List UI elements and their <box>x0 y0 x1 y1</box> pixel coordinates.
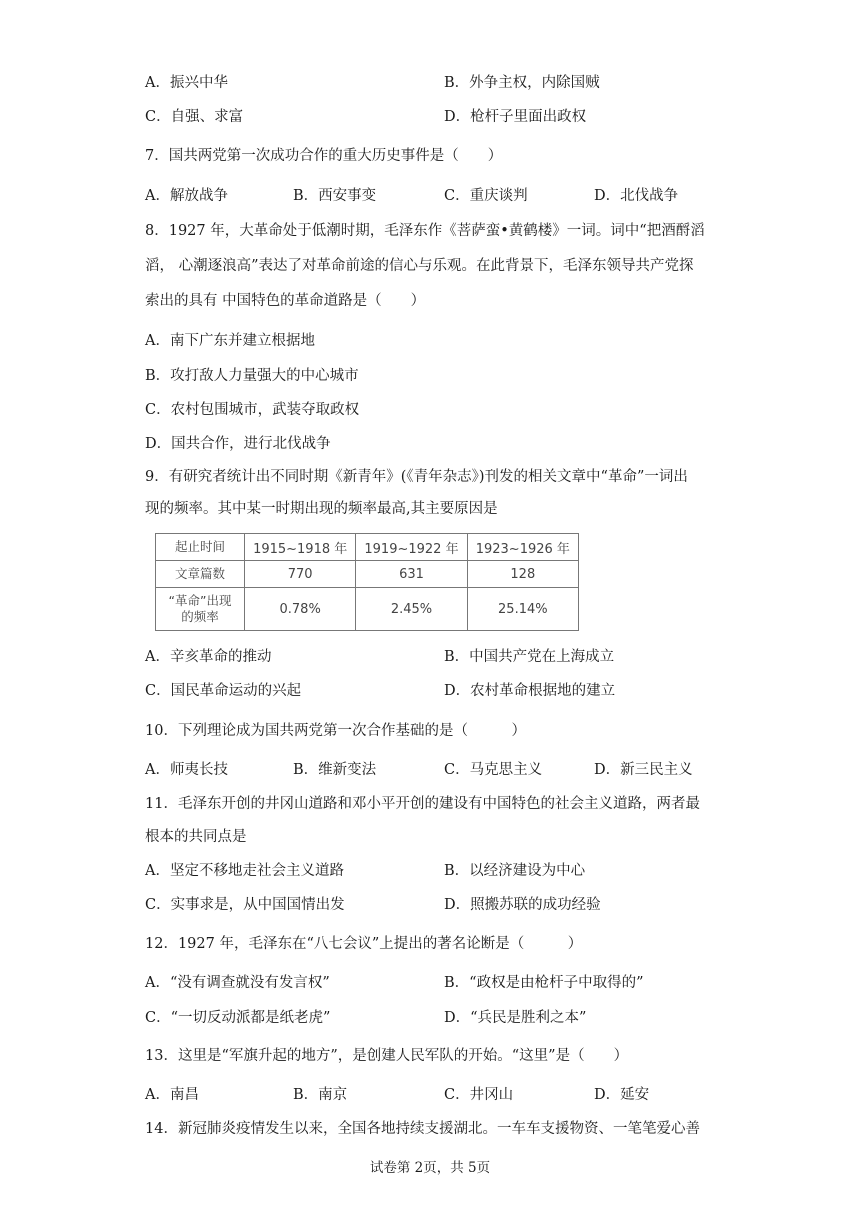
q11-stem-line-2: 根本的共同点是 <box>145 829 247 845</box>
table-row-label-line-2: 的频率 <box>181 609 219 624</box>
q10-option-a: A．师夷长技 <box>145 762 228 778</box>
table-row-label: 起止时间 <box>156 534 245 561</box>
table-cell-period: 1923~1926 年 <box>467 534 578 561</box>
table-cell-count: 770 <box>245 561 356 588</box>
q7-option-d: D．北伐战争 <box>594 188 679 204</box>
q8-option-d: D．国共合作，进行北伐战争 <box>145 436 331 452</box>
q10-stem: 10．下列理论成为国共两党第一次合作基础的是（ ） <box>145 723 526 739</box>
q7-option-a: A．解放战争 <box>145 188 228 204</box>
page-footer: 试卷第 2页，共 5页 <box>369 1160 491 1176</box>
q11-stem-line-1: 11．毛泽东开创的井冈山道路和邓小平开创的建设有中国特色的社会主义道路，两者最 <box>145 796 700 812</box>
q10-option-b: B．维新变法 <box>293 762 377 778</box>
table-row-label <box>156 588 245 631</box>
q12-option-c: C．“一切反动派都是纸老虎” <box>145 1010 331 1026</box>
q13-option-d: D．延安 <box>594 1087 650 1103</box>
q13-option-a: A．南昌 <box>145 1087 199 1103</box>
q9-option-b: B．中国共产党在上海成立 <box>444 649 615 665</box>
q14-stem-line-1: 14．新冠肺炎疫情发生以来，全国各地持续支援湖北。一车车支援物资、一笔笔爱心善 <box>145 1121 700 1137</box>
q6-option-c: C．自强、求富 <box>145 109 244 125</box>
q8-stem-line-1: 8．1927 年，大革命处于低潮时期，毛泽东作《菩萨蛮•黄鹤楼》一词。词中“把酒酹滔 <box>145 223 705 239</box>
table-cell-period: 1919~1922 年 <box>356 534 467 561</box>
q8-option-a: A．南下广东并建立根据地 <box>145 333 315 349</box>
q7-option-b: B．西安事变 <box>293 188 377 204</box>
q13-option-b: B．南京 <box>293 1087 348 1103</box>
q10-option-c: C．马克思主义 <box>444 762 543 778</box>
table-cell-frequency: 25.14% <box>467 588 578 631</box>
q13-option-c: C．井冈山 <box>444 1087 514 1103</box>
q6-option-d: D．枪杆子里面出政权 <box>444 109 587 125</box>
table-cell-period: 1915~1918 年 <box>245 534 356 561</box>
q7-option-c: C．重庆谈判 <box>444 188 528 204</box>
q6-option-b: B．外争主权，内除国贼 <box>444 75 600 91</box>
q8-option-b: B．攻打敌人力量强大的中心城市 <box>145 368 359 384</box>
table-cell-frequency: 0.78% <box>245 588 356 631</box>
q11-option-d: D．照搬苏联的成功经验 <box>444 897 601 913</box>
q9-option-d: D．农村革命根据地的建立 <box>444 683 616 699</box>
q11-option-c: C．实事求是，从中国国情出发 <box>145 897 345 913</box>
q9-option-a: A．辛亥革命的推动 <box>145 649 272 665</box>
q7-stem: 7．国共两党第一次成功合作的重大历史事件是（ ） <box>145 148 503 164</box>
frequency-table <box>155 533 579 631</box>
q12-option-d: D．“兵民是胜利之本” <box>444 1010 587 1026</box>
table-cell-count: 631 <box>356 561 467 588</box>
table-row-label-line-1: “革命”出现 <box>168 593 232 608</box>
q12-option-a: A．“没有调查就没有发言权” <box>145 975 330 991</box>
table-cell-frequency: 2.45% <box>356 588 467 631</box>
q12-stem: 12．1927 年，毛泽东在“八七会议”上提出的著名论断是（ ） <box>145 936 583 952</box>
q11-option-b: B．以经济建设为中心 <box>444 863 586 879</box>
q9-option-c: C．国民革命运动的兴起 <box>145 683 302 699</box>
q13-stem: 13．这里是“军旗升起的地方”，是创建人民军队的开始。“这里”是（ ） <box>145 1048 629 1064</box>
q6-option-a: A．振兴中华 <box>145 75 228 91</box>
q8-stem-line-3: 索出的具有 中国特色的革命道路是（ ） <box>145 293 426 309</box>
q9-stem-line-1: 9．有研究者统计出不同时期《新青年》(《青年杂志》)刊发的相关文章中“革命”一词出 <box>145 469 688 485</box>
q12-option-b: B．“政权是由枪杆子中取得的” <box>444 975 644 991</box>
q8-stem-line-2: 滔， 心潮逐浪高”表达了对革命前途的信心与乐观。在此背景下，毛泽东领导共产党探 <box>145 258 694 274</box>
q10-option-d: D．新三民主义 <box>594 762 693 778</box>
table-cell-count: 128 <box>467 561 578 588</box>
q8-option-c: C．农村包围城市，武装夺取政权 <box>145 402 360 418</box>
q9-stem-line-2: 现的频率。其中某一时期出现的频率最高,其主要原因是 <box>145 501 498 517</box>
table-row-label: 文章篇数 <box>156 561 245 588</box>
q11-option-a: A．坚定不移地走社会主义道路 <box>145 863 344 879</box>
